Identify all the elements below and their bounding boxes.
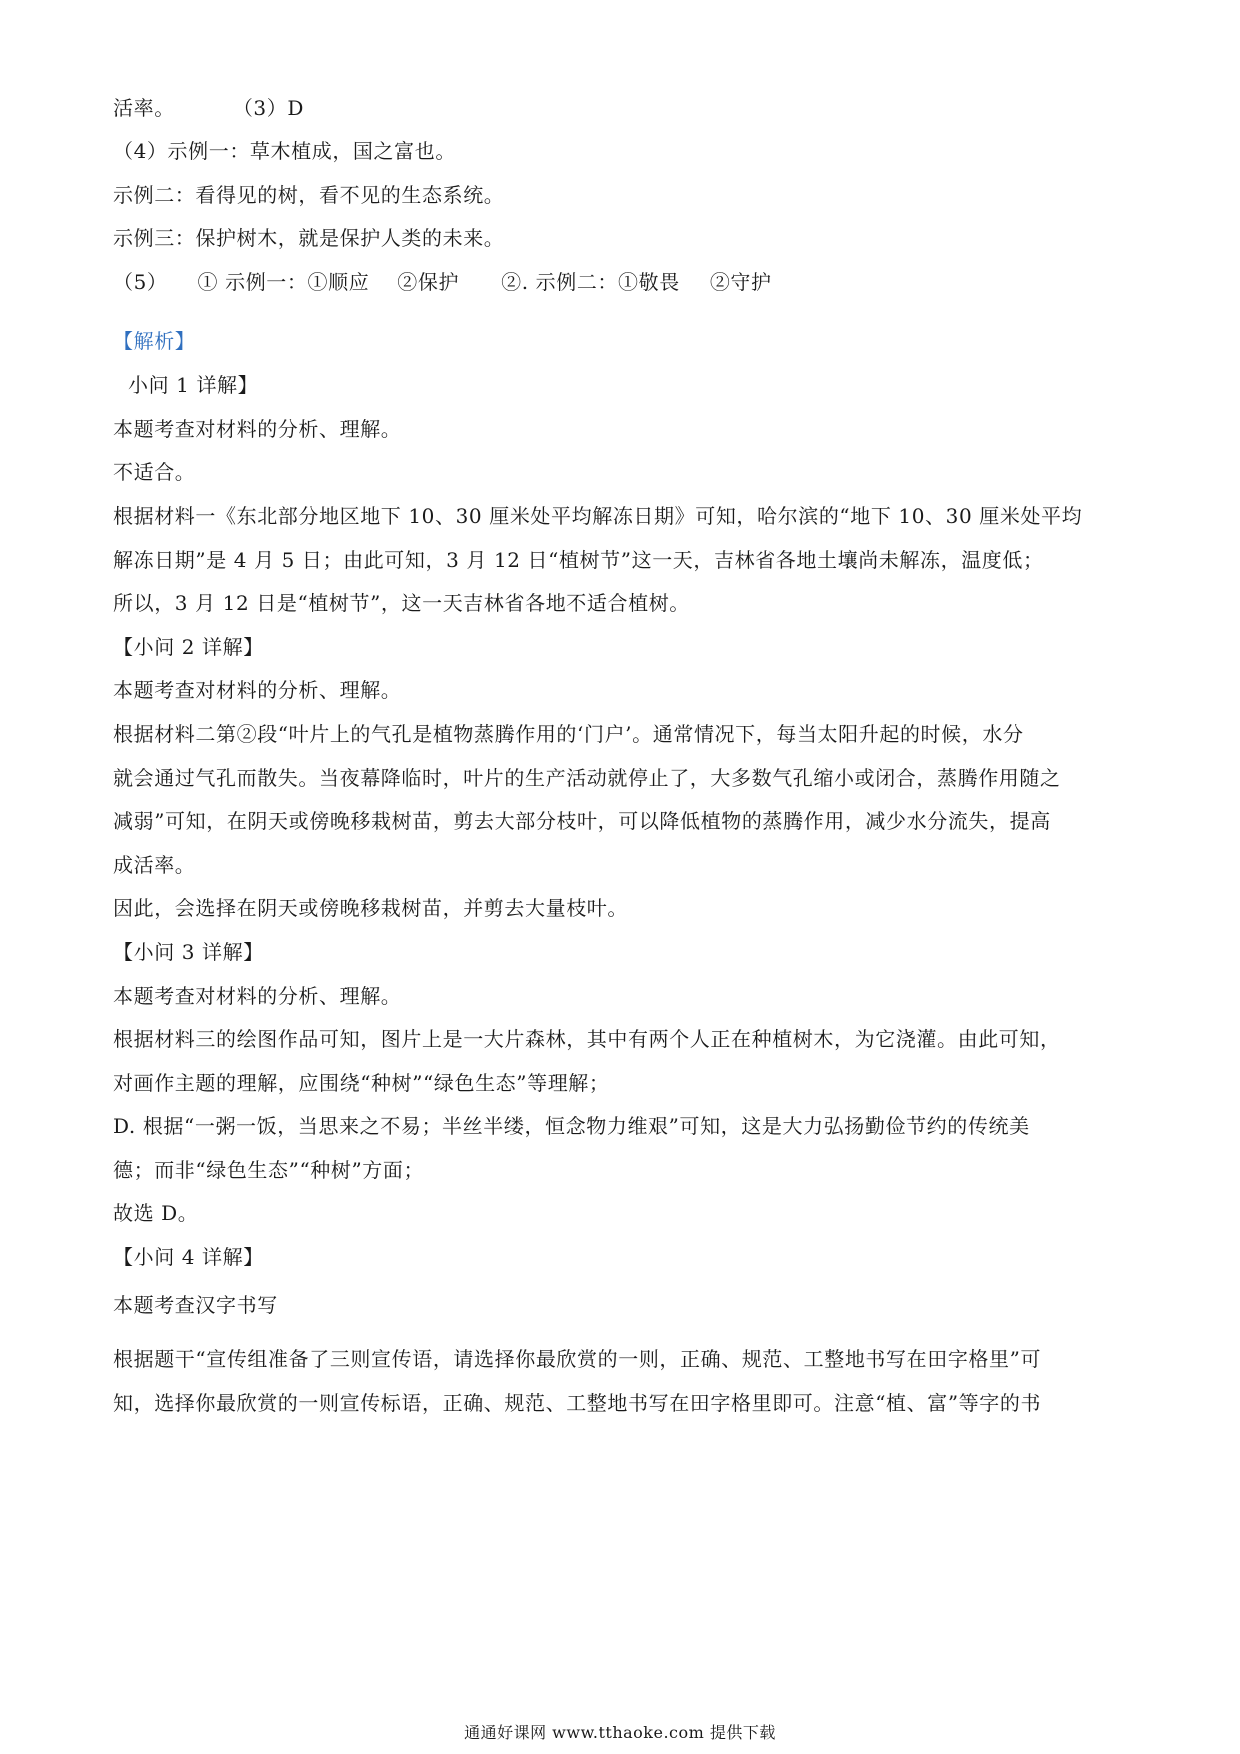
answer-5-part-b: ②保护 — [397, 270, 460, 294]
page-footer: 通通好课网 www.tthaoke.com 提供下载 — [464, 1723, 776, 1742]
answer-3-tail: 活率。 — [113, 96, 175, 120]
section-3-heading: 【小问 3 详解】 — [113, 940, 264, 964]
section-1-line: 解冻日期”是 4 月 5 日；由此可知，3 月 12 日“植树节”这一天，吉林省各地土壤尚未解冻，温度低； — [113, 548, 1044, 572]
section-1-line: 所以，3 月 12 日是“植树节”，这一天吉林省各地不适合植树。 — [113, 591, 690, 615]
section-1-line: 不适合。 — [113, 460, 196, 484]
section-4-line: 根据题干“宣传组准备了三则宣传语，请选择你最欣赏的一则，正确、规范、工整地书写在田字格里”可 — [113, 1347, 1042, 1371]
section-3-line: 根据材料三的绘图作品可知，图片上是一大片森林，其中有两个人正在种植树木，为它浇灌。由此可知， — [113, 1027, 1061, 1051]
answer-4-example-3: 示例三：保护树木，就是保护人类的未来。 — [113, 226, 505, 250]
section-2-line: 成活率。 — [113, 853, 196, 877]
section-2-line: 根据材料二第②段“叶片上的气孔是植物蒸腾作用的‘门户’。通常情况下，每当太阳升起的时候，水分 — [113, 722, 1024, 746]
section-2-heading: 【小问 2 详解】 — [113, 635, 264, 659]
section-3-line: 德；而非“绿色生态”“种树”方面； — [113, 1158, 425, 1182]
section-2-line: 本题考查对材料的分析、理解。 — [113, 678, 402, 702]
section-1-line: 根据材料一《东北部分地区地下 10、30 厘米处平均解冻日期》可知，哈尔滨的“地下 10、30 厘米处平均 — [113, 504, 1083, 528]
answer-5-part-a: ① 示例一：①顺应 — [197, 270, 370, 294]
answer-4-intro: （4）示例一：草木植成，国之富也。 — [113, 139, 456, 163]
section-2-line: 就会通过气孔而散失。当夜幕降临时，叶片的生产活动就停止了，大多数气孔缩小或闭合，蒸腾作用随之 — [113, 766, 1061, 790]
section-4-line: 本题考查汉字书写 — [113, 1293, 278, 1317]
section-2-line: 减弱”可知，在阴天或傍晚移栽树苗，剪去大部分枝叶，可以降低植物的蒸腾作用，减少水分流失，提高 — [113, 809, 1051, 833]
answer-5-part-c: ②. 示例二：①敬畏 — [501, 270, 680, 294]
section-2-line: 因此，会选择在阴天或傍晚移栽树苗，并剪去大量枝叶。 — [113, 896, 628, 920]
section-3-line: 本题考查对材料的分析、理解。 — [113, 984, 402, 1008]
section-1-line: 本题考查对材料的分析、理解。 — [113, 417, 402, 441]
analysis-heading: 【解析】 — [113, 329, 196, 353]
answer-line-1 — [113, 93, 1133, 123]
answer-5-part-d: ②守护 — [709, 270, 772, 294]
section-3-line: 对画作主题的理解，应围绕“种树”“绿色生态”等理解； — [113, 1071, 610, 1095]
answer-4-example-2: 示例二：看得见的树，看不见的生态系统。 — [113, 183, 505, 207]
answer-3: （3）D — [232, 96, 304, 120]
section-4-heading: 【小问 4 详解】 — [113, 1245, 264, 1269]
answer-5-number: （5） — [113, 270, 168, 294]
answer-5 — [113, 267, 1133, 297]
section-4-line: 知，选择你最欣赏的一则宣传标语，正确、规范、工整地书写在田字格里即可。注意“植、富”等字的书 — [113, 1391, 1042, 1415]
section-3-line: 故选 D。 — [113, 1201, 199, 1225]
section-3-line: D. 根据“一粥一饭，当思来之不易；半丝半缕，恒念物力维艰”可知，这是大力弘扬勤俭节约的传统美 — [113, 1114, 1030, 1138]
section-1-heading: 小问 1 详解】 — [128, 373, 259, 397]
